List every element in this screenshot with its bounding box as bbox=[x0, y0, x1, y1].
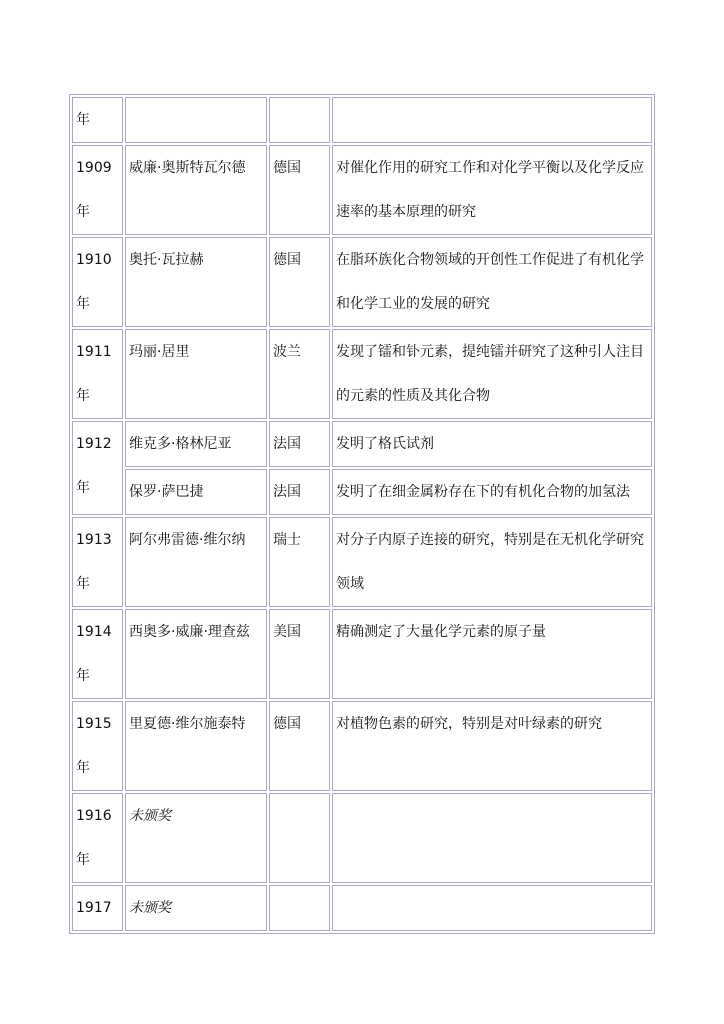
work-cell: 发现了镭和钋元素，提纯镭并研究了这种引人注目的元素的性质及其化合物 bbox=[332, 329, 652, 419]
country-cell: 瑞士 bbox=[269, 517, 330, 607]
work-cell bbox=[332, 885, 652, 931]
table-row bbox=[72, 793, 652, 883]
laureate-cell: 未颁奖 bbox=[125, 885, 267, 931]
country-cell: 德国 bbox=[269, 145, 330, 235]
laureate-cell: 玛丽·居里 bbox=[125, 329, 267, 419]
laureate-cell: 西奥多·威廉·理查兹 bbox=[125, 609, 267, 699]
year-cell: 1910年 bbox=[72, 237, 123, 327]
year-cell: 1911年 bbox=[72, 329, 123, 419]
country-cell: 德国 bbox=[269, 701, 330, 791]
work-cell: 对分子内原子连接的研究，特别是在无机化学研究领域 bbox=[332, 517, 652, 607]
work-cell: 对植物色素的研究，特别是对叶绿素的研究 bbox=[332, 701, 652, 791]
year-cell: 1917 bbox=[72, 885, 123, 931]
year-cell: 1912年 bbox=[72, 421, 123, 515]
year-cell: 1909年 bbox=[72, 145, 123, 235]
laureate-cell: 未颁奖 bbox=[125, 793, 267, 883]
table-row bbox=[72, 885, 652, 931]
year-cell: 1914年 bbox=[72, 609, 123, 699]
work-cell: 对催化作用的研究工作和对化学平衡以及化学反应速率的基本原理的研究 bbox=[332, 145, 652, 235]
work-cell bbox=[332, 793, 652, 883]
laureate-cell bbox=[125, 97, 267, 143]
year-cell: 1913年 bbox=[72, 517, 123, 607]
laureate-cell: 里夏德·维尔施泰特 bbox=[125, 701, 267, 791]
work-cell: 在脂环族化合物领域的开创性工作促进了有机化学和化学工业的发展的研究 bbox=[332, 237, 652, 327]
country-cell: 波兰 bbox=[269, 329, 330, 419]
table-row bbox=[72, 421, 652, 467]
country-cell: 法国 bbox=[269, 421, 330, 467]
table-row bbox=[72, 609, 652, 699]
work-cell: 发明了在细金属粉存在下的有机化合物的加氢法 bbox=[332, 469, 652, 515]
laureate-cell: 维克多·格林尼亚 bbox=[125, 421, 267, 467]
work-cell bbox=[332, 97, 652, 143]
laureate-cell: 保罗·萨巴捷 bbox=[125, 469, 267, 515]
laureate-cell: 奥托·瓦拉赫 bbox=[125, 237, 267, 327]
laureate-cell: 阿尔弗雷德·维尔纳 bbox=[125, 517, 267, 607]
table-row bbox=[72, 517, 652, 607]
year-cell: 1916年 bbox=[72, 793, 123, 883]
work-cell: 精确测定了大量化学元素的原子量 bbox=[332, 609, 652, 699]
table-row bbox=[72, 469, 652, 515]
table-row bbox=[72, 237, 652, 327]
laureate-cell: 威廉·奥斯特瓦尔德 bbox=[125, 145, 267, 235]
table-row bbox=[72, 329, 652, 419]
country-cell bbox=[269, 97, 330, 143]
table-row bbox=[72, 97, 652, 143]
country-cell bbox=[269, 793, 330, 883]
table-row bbox=[72, 145, 652, 235]
year-cell: 1915年 bbox=[72, 701, 123, 791]
country-cell: 美国 bbox=[269, 609, 330, 699]
nobel-chemistry-table bbox=[69, 94, 655, 934]
country-cell bbox=[269, 885, 330, 931]
year-cell: 年 bbox=[72, 97, 123, 143]
table-row bbox=[72, 701, 652, 791]
work-cell: 发明了格氏试剂 bbox=[332, 421, 652, 467]
country-cell: 法国 bbox=[269, 469, 330, 515]
country-cell: 德国 bbox=[269, 237, 330, 327]
